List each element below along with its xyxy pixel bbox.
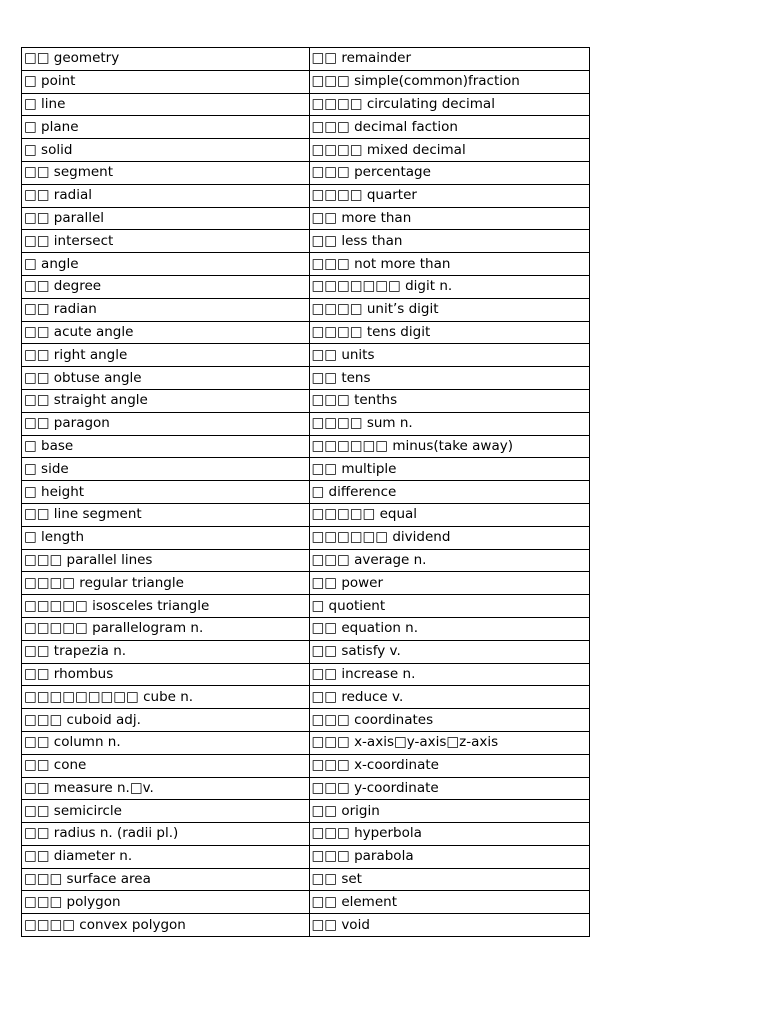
term-cell-right: □ difference — [309, 481, 589, 504]
term-cell-right: □□ set — [309, 868, 589, 891]
term-cell-left: □□ trapezia n. — [22, 640, 310, 663]
term-cell-right: □□□□ circulating decimal — [309, 93, 589, 116]
term-cell-left: □□ column n. — [22, 731, 310, 754]
term-cell-left: □□ radius n. (radii pl.) — [22, 823, 310, 846]
term-cell-left: □□□ polygon — [22, 891, 310, 914]
term-cell-left: □□ measure n.□v. — [22, 777, 310, 800]
table-row — [22, 48, 590, 71]
term-cell-right: □□□ y-coordinate — [309, 777, 589, 800]
term-cell-left: □□ radian — [22, 298, 310, 321]
table-row — [22, 481, 590, 504]
term-cell-left: □□ paragon — [22, 412, 310, 435]
table-row — [22, 230, 590, 253]
term-cell-right: □□□ tenths — [309, 389, 589, 412]
term-cell-right: □□ increase n. — [309, 663, 589, 686]
term-cell-left: □ side — [22, 458, 310, 481]
term-cell-right: □□□□□□□ digit n. — [309, 275, 589, 298]
term-cell-left: □ height — [22, 481, 310, 504]
table-row — [22, 412, 590, 435]
term-cell-right: □□□□ tens digit — [309, 321, 589, 344]
table-row — [22, 184, 590, 207]
table-row — [22, 891, 590, 914]
term-cell-left: □□ intersect — [22, 230, 310, 253]
term-cell-left: □□□ cuboid adj. — [22, 709, 310, 732]
term-cell-right: □□ void — [309, 914, 589, 937]
table-row — [22, 139, 590, 162]
term-cell-right: □□ reduce v. — [309, 686, 589, 709]
term-cell-left: □□□□ convex polygon — [22, 914, 310, 937]
term-cell-left: □□ diameter n. — [22, 845, 310, 868]
term-cell-right: □ quotient — [309, 595, 589, 618]
term-cell-left: □□ straight angle — [22, 389, 310, 412]
term-cell-right: □□□□ sum n. — [309, 412, 589, 435]
term-cell-right: □□□□□□ minus(take away) — [309, 435, 589, 458]
table-row — [22, 686, 590, 709]
term-cell-left: □□ segment — [22, 161, 310, 184]
term-cell-right: □□□ decimal faction — [309, 116, 589, 139]
term-cell-left: □□ radial — [22, 184, 310, 207]
table-row — [22, 207, 590, 230]
term-cell-left: □□□ surface area — [22, 868, 310, 891]
table-row — [22, 367, 590, 390]
table-row — [22, 526, 590, 549]
table-row — [22, 344, 590, 367]
term-cell-right: □□ tens — [309, 367, 589, 390]
table-row — [22, 914, 590, 937]
term-cell-left: □□ acute angle — [22, 321, 310, 344]
table-row — [22, 435, 590, 458]
term-cell-right: □□□ not more than — [309, 253, 589, 276]
table-row — [22, 298, 590, 321]
table-row — [22, 868, 590, 891]
table-row — [22, 503, 590, 526]
table-row — [22, 321, 590, 344]
term-cell-left: □□□□□□□□□ cube n. — [22, 686, 310, 709]
term-cell-right: □□□ simple(common)fraction — [309, 70, 589, 93]
term-cell-left: □ length — [22, 526, 310, 549]
term-cell-right: □□ power — [309, 572, 589, 595]
table-row — [22, 93, 590, 116]
term-cell-left: □□□□ regular triangle — [22, 572, 310, 595]
term-cell-left: □ angle — [22, 253, 310, 276]
term-cell-right: □□ remainder — [309, 48, 589, 71]
term-cell-left: □□ cone — [22, 754, 310, 777]
term-cell-right: □□□□ unit’s digit — [309, 298, 589, 321]
term-cell-left: □□ parallel — [22, 207, 310, 230]
table-row — [22, 663, 590, 686]
term-cell-left: □□ obtuse angle — [22, 367, 310, 390]
table-row — [22, 116, 590, 139]
table-row — [22, 253, 590, 276]
table-row — [22, 389, 590, 412]
term-cell-left: □□ degree — [22, 275, 310, 298]
term-cell-right: □□□□ quarter — [309, 184, 589, 207]
table-row — [22, 595, 590, 618]
term-cell-right: □□□ average n. — [309, 549, 589, 572]
term-cell-right: □□□ hyperbola — [309, 823, 589, 846]
vocabulary-table — [21, 47, 590, 937]
term-cell-right: □□□□□ equal — [309, 503, 589, 526]
term-cell-right: □□ satisfy v. — [309, 640, 589, 663]
term-cell-left: □ plane — [22, 116, 310, 139]
table-row — [22, 572, 590, 595]
table-row — [22, 70, 590, 93]
term-cell-left: □□□□□ parallelogram n. — [22, 617, 310, 640]
term-cell-left: □ solid — [22, 139, 310, 162]
term-cell-right: □□ more than — [309, 207, 589, 230]
table-row — [22, 709, 590, 732]
term-cell-right: □□□ percentage — [309, 161, 589, 184]
term-cell-right: □□ units — [309, 344, 589, 367]
vocabulary-table-body — [22, 48, 590, 937]
term-cell-left: □□ geometry — [22, 48, 310, 71]
term-cell-left: □□ semicircle — [22, 800, 310, 823]
term-cell-right: □□□ parabola — [309, 845, 589, 868]
term-cell-right: □□□ x-axis□y-axis□z-axis — [309, 731, 589, 754]
table-row — [22, 640, 590, 663]
table-row — [22, 845, 590, 868]
table-row — [22, 617, 590, 640]
term-cell-left: □□ right angle — [22, 344, 310, 367]
term-cell-right: □□ less than — [309, 230, 589, 253]
term-cell-left: □□ rhombus — [22, 663, 310, 686]
term-cell-left: □□ line segment — [22, 503, 310, 526]
term-cell-right: □□□□ mixed decimal — [309, 139, 589, 162]
table-row — [22, 823, 590, 846]
term-cell-left: □ line — [22, 93, 310, 116]
table-row — [22, 161, 590, 184]
term-cell-right: □□□□□□ dividend — [309, 526, 589, 549]
table-row — [22, 731, 590, 754]
term-cell-right: □□□ x-coordinate — [309, 754, 589, 777]
term-cell-left: □□□□□ isosceles triangle — [22, 595, 310, 618]
term-cell-right: □□ origin — [309, 800, 589, 823]
term-cell-left: □ point — [22, 70, 310, 93]
term-cell-left: □ base — [22, 435, 310, 458]
term-cell-left: □□□ parallel lines — [22, 549, 310, 572]
term-cell-right: □□□ coordinates — [309, 709, 589, 732]
table-row — [22, 458, 590, 481]
term-cell-right: □□ multiple — [309, 458, 589, 481]
table-row — [22, 549, 590, 572]
term-cell-right: □□ element — [309, 891, 589, 914]
table-row — [22, 777, 590, 800]
term-cell-right: □□ equation n. — [309, 617, 589, 640]
table-row — [22, 800, 590, 823]
table-row — [22, 754, 590, 777]
table-row — [22, 275, 590, 298]
